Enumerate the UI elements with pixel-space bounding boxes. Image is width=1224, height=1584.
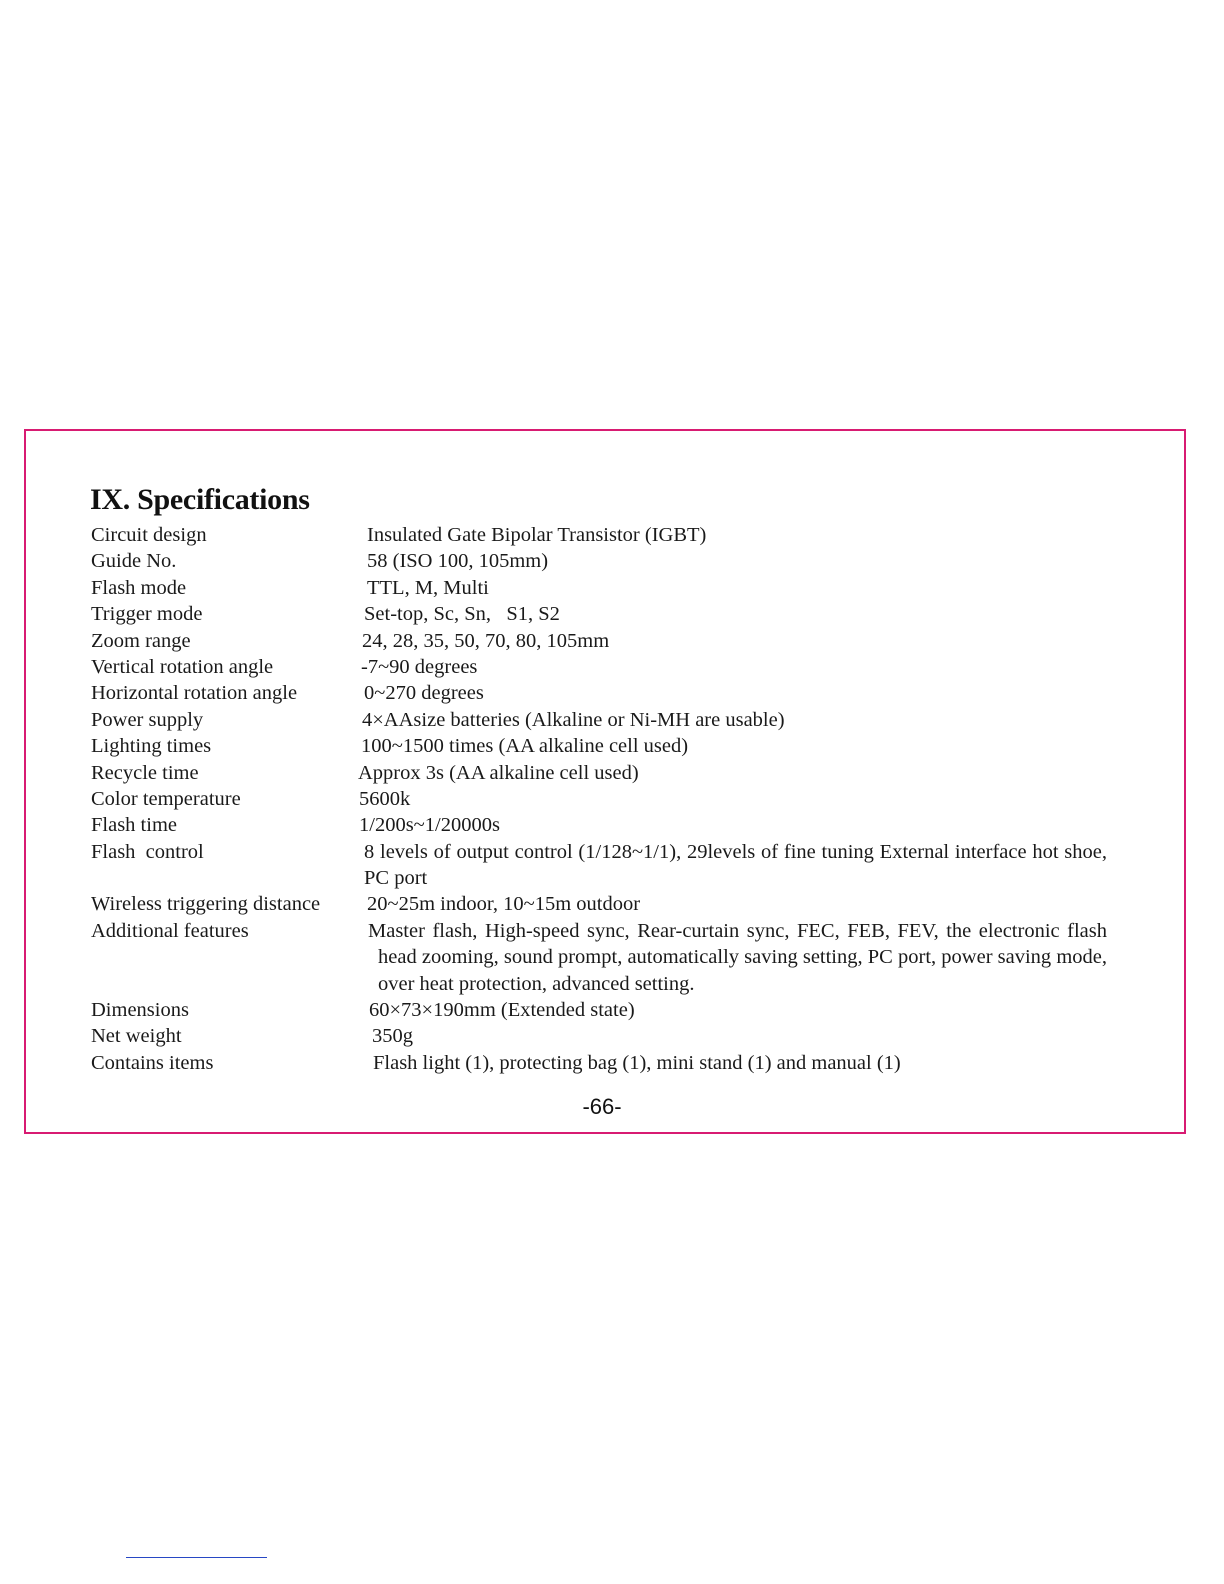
spec-label: Dimensions [91,999,189,1021]
spec-label: Flash control [91,841,204,863]
spec-label: Lighting times [91,735,212,757]
spec-label: Contains items [91,1052,214,1074]
spec-value: 8 levels of output control (1/128~1/1), 29levels of fine tuning External interface hot shoe, PC port [364,841,1107,890]
spec-label: Additional features [91,920,249,942]
spec-value: 24, 28, 35, 50, 70, 80, 105mm [362,630,610,652]
page-number: -66- [582,1094,622,1119]
spec-value: 100~1500 times (AA alkaline cell used) [361,735,689,757]
spec-value: 5600k [359,788,411,810]
spec-value: 20~25m indoor, 10~15m outdoor [367,893,641,915]
spec-value: 60×73×190mm (Extended state) [369,999,635,1021]
footnote-rule [126,1557,267,1558]
spec-label: Power supply [91,709,204,731]
spec-value: TTL, M, Multi [367,577,489,599]
spec-label: Recycle time [91,762,199,784]
spec-label: Vertical rotation angle [91,656,274,678]
spec-value: Insulated Gate Bipolar Transistor (IGBT) [367,524,707,546]
section-heading: IX. Specifications [90,483,310,516]
spec-label: Flash mode [91,577,187,599]
spec-label: Wireless triggering distance [91,893,321,915]
spec-value: 350g [372,1025,413,1047]
spec-value: 1/200s~1/20000s [359,814,500,836]
spec-value: Flash light (1), protecting bag (1), mini stand (1) and manual (1) [373,1052,901,1074]
spec-label: Color temperature [91,788,241,810]
spec-label: Net weight [91,1025,182,1047]
spec-value: 0~270 degrees [364,682,484,704]
spec-value: -7~90 degrees [361,656,478,678]
spec-label: Circuit design [91,524,207,546]
spec-label: Horizontal rotation angle [91,682,298,704]
spec-label: Zoom range [91,630,191,652]
spec-value: 58 (ISO 100, 105mm) [367,550,549,572]
spec-label: Trigger mode [91,603,203,625]
spec-label: Flash time [91,814,177,836]
spec-value: 4×AAsize batteries (Alkaline or Ni-MH are usable) [362,709,785,731]
spec-value: Master flash, High-speed sync, Rear-curtain sync, FEC, FEB, FEV, the electronic flash head zooming, sound prompt, automatically saving setting, PC port, power saving mode, over heat protection, advanced setting. [368,920,1107,995]
spec-label: Guide No. [91,550,177,572]
spec-value: Set-top, Sc, Sn, S1, S2 [364,603,560,625]
spec-value: Approx 3s (AA alkaline cell used) [358,762,639,784]
